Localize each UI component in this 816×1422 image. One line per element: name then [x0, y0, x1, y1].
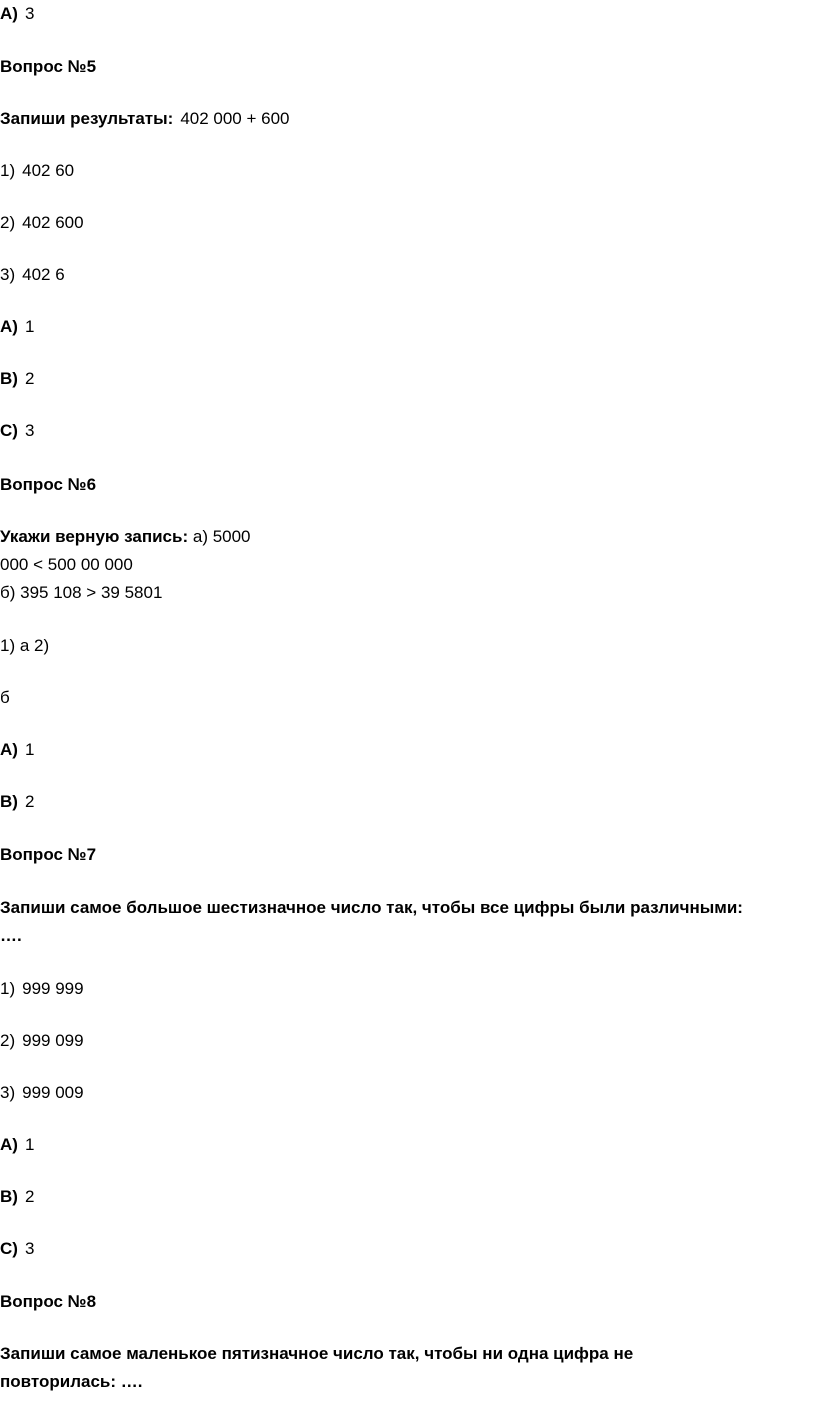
- answer-label: A): [0, 4, 18, 23]
- option-line: [0, 161, 74, 181]
- prompt-text: б) 395 108 > 39 5801: [0, 583, 163, 602]
- answer-label: B): [0, 1187, 18, 1206]
- prompt-text: 000 < 500 00 000: [0, 555, 133, 574]
- prompt-label: Запиши результаты:: [0, 109, 174, 128]
- prompt-label: Укажи верную запись:: [0, 527, 189, 546]
- option-number: 1): [0, 161, 16, 180]
- answer-label: A): [0, 1135, 18, 1154]
- answer-line: [0, 1239, 34, 1259]
- answer-line: [0, 369, 34, 389]
- answer-value: 2: [24, 792, 35, 811]
- option-line: 1) а 2): [0, 636, 50, 655]
- answer-value: 1: [24, 1135, 35, 1154]
- answer-label: B): [0, 369, 18, 388]
- option-text: 402 6: [22, 265, 65, 284]
- question-5-prompt: [0, 109, 290, 129]
- option-number: 2): [0, 213, 16, 232]
- question-7-prompt: Запиши самое большое шестизначное число так, чтобы все цифры были различными:: [0, 898, 743, 917]
- answer-line: [0, 740, 34, 760]
- option-text: 402 60: [22, 161, 75, 180]
- answer-line: [0, 421, 34, 441]
- question-7-title: Вопрос №7: [0, 845, 97, 864]
- answer-value: 3: [24, 421, 35, 440]
- prompt-text: 402 000 + 600: [180, 109, 290, 128]
- answer-value: 3: [24, 1239, 35, 1258]
- option-number: 1): [0, 979, 16, 998]
- option-line: [0, 213, 84, 233]
- question-6-prompt: [0, 527, 251, 547]
- answer-line: [0, 1187, 34, 1207]
- option-number: 3): [0, 1083, 16, 1102]
- option-line: [0, 265, 65, 285]
- answer-label: A): [0, 317, 18, 336]
- question-8-title: Вопрос №8: [0, 1292, 97, 1311]
- answer-value: 2: [24, 369, 35, 388]
- answer-value: 1: [24, 317, 35, 336]
- question-8-prompt: Запиши самое маленькое пятизначное число так, чтобы ни одна цифра не: [0, 1344, 634, 1363]
- answer-label: B): [0, 792, 18, 811]
- answer-line: [0, 792, 34, 812]
- answer-value: 2: [24, 1187, 35, 1206]
- option-text: 402 600: [22, 213, 84, 232]
- prompt-text: а) 5000: [192, 527, 251, 546]
- option-line: [0, 979, 84, 999]
- question-7-prompt-cont: ….: [0, 926, 22, 945]
- question-6-title: Вопрос №6: [0, 475, 97, 494]
- option-line: [0, 1083, 84, 1103]
- answer-value: 3: [24, 4, 35, 23]
- option-text: 999 009: [22, 1083, 84, 1102]
- question-8-prompt-cont: повторилась: ….: [0, 1372, 143, 1391]
- option-text: 999 099: [22, 1031, 84, 1050]
- answer-line: [0, 4, 34, 24]
- answer-label: C): [0, 1239, 18, 1258]
- answer-value: 1: [24, 740, 35, 759]
- answer-line: [0, 317, 34, 337]
- option-number: 2): [0, 1031, 16, 1050]
- option-text: 999 999: [22, 979, 84, 998]
- answer-label: C): [0, 421, 18, 440]
- answer-line: [0, 1135, 34, 1155]
- question-5-title: Вопрос №5: [0, 57, 97, 76]
- option-line: б: [0, 688, 10, 707]
- answer-label: A): [0, 740, 18, 759]
- option-line: [0, 1031, 84, 1051]
- option-number: 3): [0, 265, 16, 284]
